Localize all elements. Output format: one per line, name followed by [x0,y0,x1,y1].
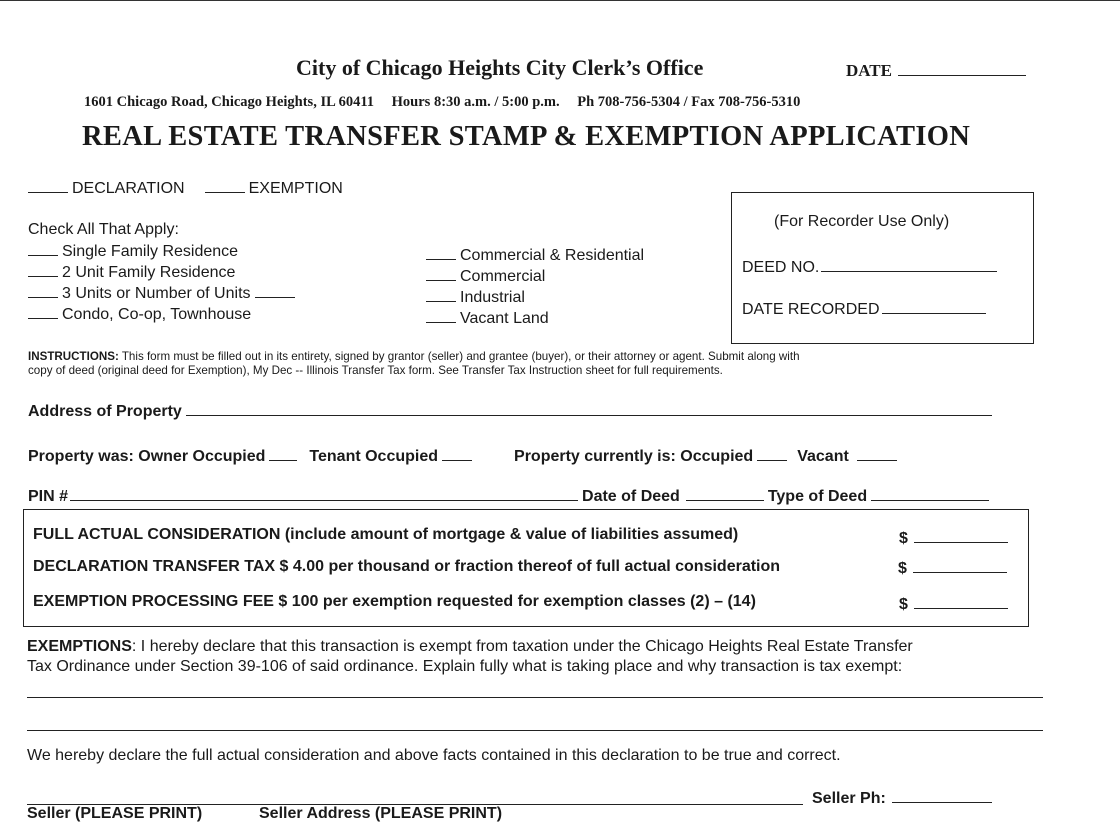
instructions-label: INSTRUCTIONS: [28,350,119,363]
full-consideration-blank[interactable] [914,528,1008,543]
consideration-box [23,509,1029,627]
ptype-check[interactable] [426,245,456,260]
pin-row [28,486,989,506]
ptype-label: Commercial & Residential [460,247,645,264]
seller-address-label: Seller Address (PLEASE PRINT) [259,805,503,822]
ptype-single-family[interactable] [28,241,295,262]
seller-phone-field[interactable] [812,788,992,808]
date-recorded-blank[interactable] [882,299,986,314]
deed-no-field[interactable] [742,257,997,277]
type-choice [28,178,343,198]
ptype-label: Single Family Residence [62,243,239,260]
declaration-statement: We hereby declare the full actual consideration and above facts contained in this declaration to be true and correct. [27,747,841,764]
currently-occupied-label: Property currently is: Occupied [514,448,754,465]
recorder-box [731,192,1034,344]
declaration-check[interactable] [28,178,68,193]
seller-phone-label: Seller Ph: [812,790,886,807]
ptype-label: 2 Unit Family Residence [62,264,236,281]
address-of-property-field[interactable] [28,401,992,421]
owner-occupied-blank[interactable] [269,446,297,461]
deed-no-label: DEED NO. [742,259,820,276]
tenant-occupied-blank[interactable] [442,446,472,461]
explanation-line-2[interactable] [27,730,1043,731]
address-of-property-blank[interactable] [186,401,992,416]
vacant-label: Vacant [797,448,849,465]
exemption-fee-amount[interactable] [899,594,1008,614]
ptype-check[interactable] [28,241,58,256]
date-of-deed-label: Date of Deed [582,488,680,505]
exemption-fee-label: EXEMPTION PROCESSING FEE $ 100 per exemption requested for exemption classes (2) – (14) [33,593,756,610]
explanation-line-1[interactable] [27,697,1043,698]
type-of-deed-blank[interactable] [871,486,989,501]
number-of-units-blank[interactable] [255,283,295,298]
exemptions-label: EXEMPTIONS [27,638,132,655]
exemptions-text [27,637,913,677]
tenant-occupied-label: Tenant Occupied [309,448,439,465]
occupancy-row [28,446,897,466]
ptype-industrial[interactable] [426,287,644,308]
instructions [28,350,800,378]
date-blank[interactable] [898,61,1026,76]
instructions-line1: This form must be filled out in its entirety, signed by grantor (seller) and grantee (buyer), or their attorney or agent. Submit along with [118,350,800,363]
ptype-condo[interactable] [28,304,295,325]
ptype-check[interactable] [426,266,456,281]
office-title: City of Chicago Heights City Clerk’s Office [296,55,704,80]
ptype-3-units[interactable] [28,283,295,304]
dollar-sign: $ [899,530,908,547]
currently-occupied-blank[interactable] [757,446,787,461]
check-heading: Check All That Apply: [28,221,179,238]
type-of-deed-label: Type of Deed [767,488,868,505]
office-address: 1601 Chicago Road, Chicago Heights, IL 60411 [84,94,375,110]
ptype-label: 3 Units or Number of Units [62,285,251,302]
transfer-tax-blank[interactable] [913,558,1007,573]
address-line [84,94,800,111]
dollar-sign: $ [899,596,908,613]
property-types-right [426,245,644,329]
ptype-2-unit[interactable] [28,262,295,283]
ptype-commercial[interactable] [426,266,644,287]
deed-no-blank[interactable] [821,257,997,272]
office-hours: Hours 8:30 a.m. / 5:00 p.m. [391,94,560,110]
pin-label: PIN # [28,488,69,505]
form-title: REAL ESTATE TRANSFER STAMP & EXEMPTION APPLICATION [82,121,971,152]
ptype-comm-res[interactable] [426,245,644,266]
exemption-label: EXEMPTION [248,180,343,197]
date-label: DATE [846,61,892,80]
ptype-check[interactable] [28,283,58,298]
pin-blank[interactable] [70,486,578,501]
ptype-label: Industrial [460,289,525,306]
declaration-label: DECLARATION [72,180,185,197]
ptype-label: Vacant Land [460,310,549,327]
dollar-sign: $ [898,560,907,577]
exemptions-line2: Tax Ordinance under Section 39-106 of said ordinance. Explain fully what is taking place and why transaction is tax exempt: [27,658,903,675]
exemption-fee-blank[interactable] [914,594,1008,609]
date-recorded-label: DATE RECORDED [742,301,880,318]
ptype-label: Condo, Co-op, Townhouse [62,306,252,323]
recorder-title: (For Recorder Use Only) [774,213,950,230]
property-types-left [28,241,295,325]
address-of-property-label: Address of Property [28,403,182,420]
exemptions-line1: : I hereby declare that this transaction is exempt from taxation under the Chicago Heights Real Estate Transfer [131,638,913,655]
instructions-line2: copy of deed (original deed for Exemption), My Dec -- Illinois Transfer Tax form. See Transfer Tax Instruction sheet for full requirements. [28,364,723,377]
ptype-label: Commercial [460,268,546,285]
ptype-check[interactable] [28,262,58,277]
transfer-tax-amount[interactable] [898,558,1007,578]
seller-phone-blank[interactable] [892,788,992,803]
full-consideration-amount[interactable] [899,528,1008,548]
owner-occupied-label: Property was: Owner Occupied [28,448,266,465]
ptype-check[interactable] [426,287,456,302]
date-of-deed-blank[interactable] [686,486,764,501]
date-field[interactable] [846,61,1026,81]
office-phone-fax: Ph 708-756-5304 / Fax 708-756-5310 [577,94,801,110]
ptype-vacant-land[interactable] [426,308,644,329]
ptype-check[interactable] [426,308,456,323]
transfer-tax-label: DECLARATION TRANSFER TAX $ 4.00 per thousand or fraction thereof of full actual consideration [33,558,781,575]
ptype-check[interactable] [28,304,58,319]
date-recorded-field[interactable] [742,299,986,319]
full-consideration-label: FULL ACTUAL CONSIDERATION (include amount of mortgage & value of liabilities assumed) [33,526,739,543]
exemption-check[interactable] [205,178,245,193]
seller-print-label: Seller (PLEASE PRINT) [27,805,203,822]
vacant-blank[interactable] [857,446,897,461]
